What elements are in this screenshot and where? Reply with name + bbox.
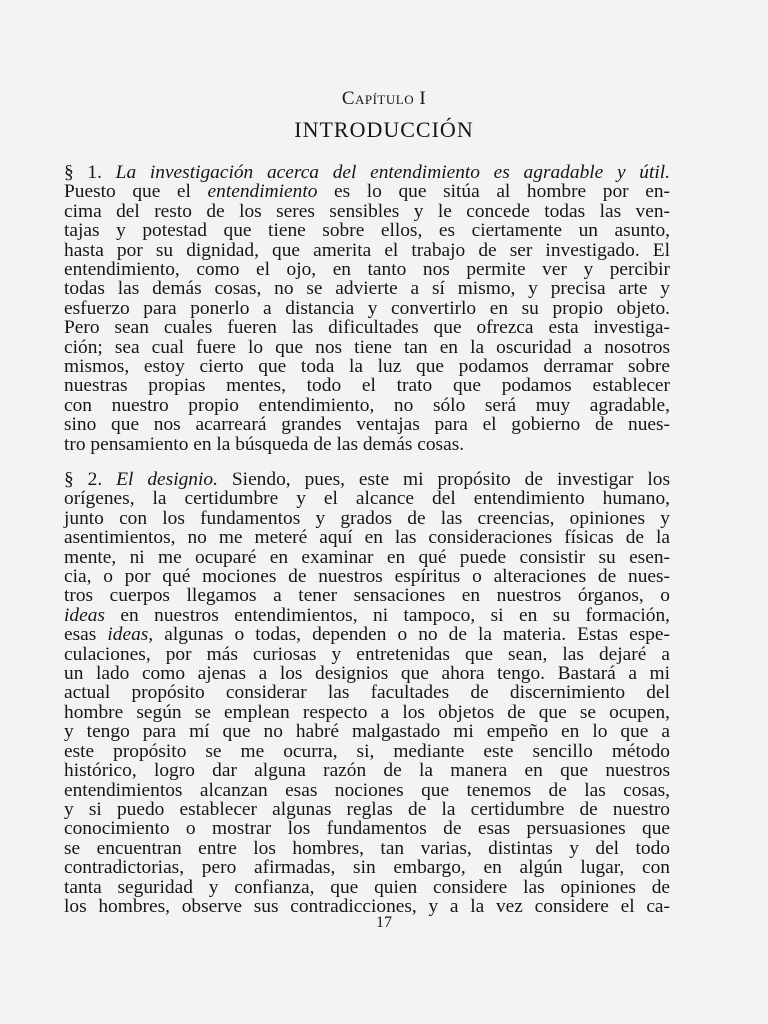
text-line (64, 396, 670, 415)
text-segment: hombre según se emplean respecto a los objetos de que se ocupen, (64, 701, 670, 723)
text-line (64, 338, 670, 357)
text-line (64, 645, 670, 664)
text-line (64, 742, 670, 761)
text-line (64, 299, 670, 318)
italic-segment: ideas, (107, 624, 154, 646)
text-segment: mismos, estoy cierto que toda la luz que podamos derramar sobre (64, 356, 670, 378)
text-line (64, 415, 670, 434)
text-line (64, 586, 670, 605)
text-line (64, 241, 670, 260)
text-segment: nuestras propias mentes, todo el trato que podamos establecer (64, 375, 670, 397)
text-line (64, 318, 670, 337)
page-number: 17 (376, 914, 392, 931)
text-segment: un lado como ajenas a los designios que ahora tengo. Bastará a mi (64, 663, 670, 685)
text-segment: en nuestros entendimientos, ni tampoco, si en su formación, (104, 604, 670, 626)
text-segment: todas las demás cosas, no se advierte a sí mismo, y precisa arte y (64, 278, 670, 300)
text-line (64, 839, 670, 858)
text-line (64, 703, 670, 722)
text-line (64, 567, 670, 586)
text-segment: histórico, logro dar alguna razón de la manera en que nuestros (64, 760, 670, 782)
text-segment: con nuestro propio entendimiento, no sólo será muy agradable, (64, 394, 670, 416)
chapter-title: INTRODUCCIÓN (294, 117, 474, 142)
text-line (64, 548, 670, 567)
italic-segment: El designio. (116, 469, 218, 490)
text-segment: cia, o por qué mociones de nuestros espíritus o alteraciones de nues- (64, 566, 670, 588)
text-line (64, 528, 670, 547)
text-segment: tanta seguridad y confianza, que quien considere las opiniones de (64, 876, 670, 898)
text-line (64, 357, 670, 376)
text-line (64, 279, 670, 298)
text-segment: junto con los fundamentos y grados de las creencias, opiniones y (64, 507, 670, 529)
text-segment: § 1. (64, 162, 116, 183)
text-line (64, 722, 670, 741)
text-segment: § 2. (64, 469, 117, 490)
text-segment: orígenes, la certidumbre y el alcance del entendimiento humano, (64, 488, 670, 510)
text-segment: los hombres, observe sus contradicciones, y a la vez considere el ca- (64, 895, 670, 917)
text-segment: mente, ni me ocuparé en examinar en qué puede consistir su esen- (64, 546, 670, 568)
text-line (64, 761, 670, 780)
text-segment: conocimiento o mostrar los fundamentos de esas persuasiones que (64, 818, 670, 840)
text-segment: culaciones, por más curiosas y entretenidas que sean, las dejaré a (64, 643, 670, 665)
paragraph-2 (64, 470, 670, 916)
text-segment: Siendo, pues, este mi propósito de investigar los (217, 469, 671, 490)
text-segment: ción; sea cual fuere lo que nos tiene tan en la oscuridad a nosotros (64, 336, 670, 358)
text-segment: actual propósito considerar las facultades de discernimiento del (64, 682, 670, 704)
text-segment: entendimiento, como el ojo, en tanto nos permite ver y percibir (64, 259, 670, 281)
italic-segment: La investigación acerca del entendimiento es agradable y útil. (115, 162, 670, 183)
text-line (64, 625, 670, 644)
text-line (64, 683, 670, 702)
text-line (64, 781, 670, 800)
text-segment: este propósito se me ocurra, si, mediante este sencillo método (64, 740, 670, 762)
text-segment: esfuerzo para ponerlo a distancia y convertirlo en su propio objeto. (64, 297, 670, 319)
text-segment: asentimientos, no me meteré aquí en las consideraciones físicas de la (64, 527, 670, 549)
text-segment: entendimientos alcanzan esas nociones que tenemos de las cosas, (64, 779, 670, 801)
italic-segment: ideas (64, 604, 105, 626)
text-segment: cima del resto de los seres sensibles y le concede todas las ven- (64, 200, 670, 222)
text-line (64, 376, 670, 395)
text-line (64, 819, 670, 838)
text-segment: tajas y potestad que tiene sobre ellos, es ciertamente un asunto, (64, 220, 670, 242)
text-segment: y tengo para mí que no habré malgastado mi empeño en lo que a (64, 721, 670, 743)
text-segment: tro pensamiento en la búsqueda de las demás cosas. (64, 433, 465, 455)
text-segment: esas (64, 624, 108, 646)
text-line (64, 435, 670, 454)
chapter-label: Capítulo I (341, 88, 427, 109)
text-segment: se encuentran entre los hombres, tan varias, distintas y del todo (64, 837, 670, 859)
text-line (64, 182, 670, 201)
text-line (64, 509, 670, 528)
text-segment: hasta por su dignidad, que amerita el trabajo de ser investigado. El (64, 239, 670, 261)
text-line (64, 800, 670, 819)
text-segment: tros cuerpos llegamos a tener sensaciones en nuestros órganos, o (64, 585, 670, 607)
text-segment: y si puedo establecer algunas reglas de la certidumbre de nuestro (64, 798, 670, 820)
text-line (64, 202, 670, 221)
text-line (64, 163, 670, 182)
text-segment: Pero sean cuales fueren las dificultades que ofrezca esta investiga- (64, 317, 670, 339)
text-segment: algunas o todas, dependen o no de la materia. Estas espe- (153, 624, 670, 646)
text-segment: contradictorias, pero afirmadas, sin embargo, en algún lugar, con (64, 857, 670, 879)
text-line (64, 470, 670, 489)
text-line (64, 221, 670, 240)
text-line (64, 858, 670, 877)
text-line (64, 260, 670, 279)
italic-segment: entendimiento (207, 181, 318, 203)
text-segment: es lo que sitúa al hombre por en- (317, 181, 670, 203)
text-line (64, 664, 670, 683)
text-segment: sino que nos acarreará grandes ventajas para el gobierno de nues- (64, 414, 670, 436)
text-line (64, 878, 670, 897)
text-line (64, 489, 670, 508)
text-segment: Puesto que el (64, 181, 208, 203)
paragraph-1 (64, 163, 670, 454)
text-line (64, 606, 670, 625)
